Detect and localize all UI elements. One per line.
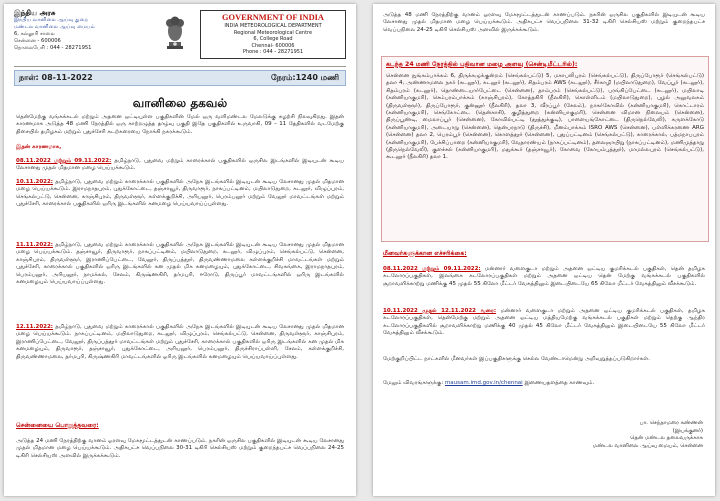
warning-text: மன்னார் வளைகுடா மற்றும் அதனை ஒட்டிய குமரிக்கடல் பகுதிகள், தென் தமிழக கடலோரப்பகுதிகள், இலங்கை கடலோரப்பகுதிகள் மற்றும் அதனை ஒட்டிய தென் மேற்கு வங்கக்கடல் பகுதிகளில் சூறாவளிக்காற்று மணிக்கு 45 முதல் 55 கிலோ மீட்டர் வேகத்திலும் இடையிடையே 65 கிலோ மீட்டர் வேகத்திலும் வீசக்கூடும். [383,266,706,287]
cause-line: இதன் காரணமாக, [16,144,62,150]
header-left-line: இந்திய அரசு [14,9,56,17]
header-right-line: Regional Meteorological Centre [233,29,313,36]
letterhead [14,10,346,67]
header-left-line: சென்னை - 600006 [14,38,61,44]
issue-time: நேரம்:1240 மணி [271,73,339,82]
website-link[interactable]: mausam.imd.gov.in/chennai [444,380,523,386]
fishermen-warning-heading: மீனவர்களுக்கான எச்சரிக்கை: [383,250,467,257]
header-left-line: தொலைபேசி : 044 - 28271951 [14,45,92,51]
date-time-bar [14,70,346,86]
warning-text: மன்னார் வளைகுடா மற்றும் அதனை ஒட்டிய குமரிக்கடல் பகுதிகள், தமிழக கடலோரப்பகுதிகள், தென்மேற்கு மற்றும் அதனை ஒட்டிய மத்தியமேற்கு வங்கக்கடல் பகுதிகள் மற்றும் தெற்கு ஆந்திர கடலோரப்பகுதிகளில் சூறாவளிக்காற்று மணிக்கு 40 முதல் 45 கிலோ மீட்டர் வேகத்திலும் இடையிடையே 55 கிலோ மீட்டர் வேகத்திலும் வீசக்கூடும். [383,308,705,337]
issue-date: நாள்: 08-11-2022 [19,73,93,82]
chennai-paragraph: அடுத்த 24 மணி நேரத்திற்கு வானம் ஓரளவு மேகமூட்டத்துடன் காணப்படும். நகரின் ஒருசில பகுதிகளில் இடியுடன் கூடிய லேசானது முதல் மிதமான மழை பெய்யக்கூடும். அதிகபட்ச வெப்பநிலை 30-31 டிகிரி செல்சியஸ் மற்றும் குறைந்தபட்ச வெப்பநிலை 24-25 டிகிரி செல்சியஸ் அளவில் இருக்கக்கூடும். [16,438,344,459]
fishermen-warning-item [383,266,705,288]
forecast-date: 12.11.2022: [16,324,53,330]
header-right-line: 6, College Road [253,36,293,43]
chennai-48h-paragraph: அடுத்த 48 மணி நேரத்திற்கு வானம் ஓரளவு மேகமூட்டத்துடன் காணப்படும். நகரின் ஒருசில பகுதிகளில் இடியுடன் கூடிய லேசானது முதல் மிதமான மழை பெய்யக்கூடும். அதிகபட்ச வெப்பநிலை 31-32 டிகிரி செல்சியஸ் மற்றும் குறைந்தபட்ச வெப்பநிலை 24-25 டிகிரி செல்சியஸ் அளவில் இருக்கக்கூடும். [383,12,705,33]
chennai-heading: சென்னையை பொறுத்தவரை: [16,422,99,429]
document-page-2 [373,4,715,496]
signatory-title: (இயக்குனர்) [672,427,703,434]
forecast-date: 10.11.2022: [16,179,53,185]
forecast-date: 11.11.2022: [16,242,53,248]
forecast-text: தமிழ்நாடு, புதுவை மற்றும் காரைக்கால் பகுதிகளில் அநேக இடங்களில் இடியுடன் கூடிய லேசானது முதல் மிதமான மழை பெய்யக்கூடும். தஞ்சாவூர், திருவாரூர், நாகப்பட்டினம், மயிலாடுதுறை, கடலூர், விழுப்புரம், செங்கல்பட்டு, சென்னை, காஞ்சிபுரம், திருவள்ளூர், இராணிப்பேட்டை, வேலூர், திருப்பத்தூர், திருவண்ணாமலை கள்ளக்குறிச்சி மாவட்டங்கள் மற்றும் புதுச்சேரி, காரைக்கால் பகுதிகளில் ஒரிரு இடங்களில் கன முதல் மிக கனமழையும், புதுக்கோட்டை, சிவகங்கை, இராமநாதபுரம், பெரம்பலூர், அரியலூர், நாமக்கல், சேலம், கிருஷ்ணகிரி, தர்மபுரி, ஈரோடு, திருப்பூர் மாவட்டங்களில் ஒரிரு இடங்களில் கனமழையும் பெய்யவாய்ப்புள்ளது. [16,242,344,286]
rainfall-heading: கடந்த 24 மணி நேரத்தில் பதிவான மழை அளவு (சென்டிமீட்டரில்): [386,61,578,68]
forecast-text: தமிழ்நாடு, புதுவை மற்றும் காரைக்கால் பகுதிகளில் அநேக இடங்களில் இடியுடன் கூடிய லேசானது முதல் மிதமான மழை பெய்யக்கூடும். இராமநாதபுரம், புதுக்கோட்டை, தஞ்சாவூர், திருவாரூர், நாகப்பட்டினம், மயிலாடுதுறை, கடலூர், விழுப்புரம், செங்கல்பட்டு, சென்னை, காஞ்சிபுரம், திருவள்ளூர், கள்ளக்குறிச்சி, அரியலூர், பெரம்பலூர் மற்றும் வேலூர் மாவட்டங்கள் மற்றும் புதுச்சேரி, காரைக்கால் பகுதிகளில் ஒரிரு இடங்களில் கனமழை பெய்யவாய்ப்புள்ளது. [16,179,344,208]
more-info-line [383,380,705,387]
fishermen-warning-item [383,308,705,338]
rainfall-paragraph: சென்னை நுங்கம்பாக்கம் 6, திருக்கழுக்குன்றம் (செங்கல்பட்டு) 5, மகாபலிபுரம் (செங்கல்பட்டு), திருப்போரூர் (செங்கல்பட்டு) தலா 4, அண்ணாமலை நகர் (கடலூர்), கடலூர் (கடலூர்), சிதம்பரம் AWS (கடலூர்), சீர்காழி (மயிலாடுதுறை), வேப்பூர் (கடலூர்), சிதம்பரம் (கடலூர்), தொண்டையார்பேட்டை (சென்னை), தாம்பரம் (செங்கல்பட்டு), பரங்கிப்பேட்டை (கடலூர்), மயிலாடி (கன்னியாகுமரி), செம்பரம்பாக்கம் (காஞ்சிபுரம்), கோத்தகிரி (நீலகிரி), கொள்ளிடம் (மயிலாடுதுறை), புழல் அலுவலகம் (திருவள்ளூர்), திருப்போரூர், குன்னூர் (நீலகிரி), தலா 3, வீரப்பூர் (சேலம்), நாகர்கோவில் (கன்னியாகுமரி), கொட்டாரம் (கன்னியாகுமரி), செங்கோட்டை (தென்காசி), குழித்துறை (கன்னியாகுமரி), சென்னை விமான நிலையம் (சென்னை), திருப்பூண்டி, மைலாப்பூர் (சென்னை), கோவில்பட்டி (தூத்துக்குடி), பாளையங்கோட்டை (திருநெல்வேலி), சுருளக்கோடு (கன்னியாகுமரி), அடையாறு (சென்னை), தென்பரநாடு (திருச்சி), மீனம்பாக்கம் ISRO AWS (சென்னை), பள்ளிக்கரணை ARG (சென்னை) தலா 2, பெரம்பூர் (சென்னை), கொளத்தூர் (சென்னை), புதுப்பட்டினம் (செங்கல்பட்டு), காரைக்கால், பத்மநாபபுரம் (கன்னியாகுமரி), பேச்சிப்பாறை (கன்னியாகுமரி), வேதாரண்யம் (நாகப்பட்டினம்), தலைஞாயிறு (நாகப்பட்டினம்), மணிமுத்தாறு (திருநெல்வேலி), குளச்சல் (கன்னியாகுமரி), மதுக்கூர் (தஞ்சாவூர்), கோவை (கோயம்புத்தூர்), மாமல்லபுரம் (செங்கல்பட்டு), கூடலூர் (நீலகிரி) தலா 1. [386,73,704,161]
rainfall-box [381,56,709,242]
header-left-line: இந்திய வானிலை ஆய்வு துறை [14,17,89,23]
letterhead-tamil [14,10,154,52]
gov-title: GOVERNMENT OF INDIA [222,13,324,22]
more-info-prefix: மேலும் விவரங்களுக்கு: [383,380,445,386]
more-info-suffix: இணையதளத்தை காணவும். [522,380,595,386]
header-right-line: Phone : 044 - 28271951 [242,49,304,56]
warning-date: 08.11.2022 மற்றும் 09.11.2022: [383,266,481,272]
forecast-text: தமிழ்நாடு, புதுவை மற்றும் காரைக்கால் பகுதிகளில் அநேக இடங்களில் இடியுடன் கூடிய லேசானது முதல் மிதமான மழை பெய்யக்கூடும். நாகப்பட்டினம், மயிலாடுதுறை, கடலூர், விழுப்புரம், செங்கல்பட்டு, சென்னை, திருவள்ளூர், காஞ்சிபுரம், இராணிப்பேட்டை, வேலூர், திருப்பத்தூர் மாவட்டங்கள் மற்றும் புதுச்சேரி, காரைக்கால் பகுதிகளில் ஒரிரு இடங்களில் கன முதல் மிக கனமழையும், திருவாரூர், தஞ்சாவூர், புதுக்கோட்டை, அரியலூர், பெரம்பலூர், திருச்சிராப்பள்ளி, சேலம், கள்ளக்குறிச்சி, திருவண்ணாமலை, தர்மபுரி, கிருஷ்ணகிரி மாவட்டங்களில் ஓரிரு இடங்களில் கனமழையும் பெய்யவாய்ப்புள்ளது. [16,324,344,360]
forecast-text: தமிழ்நாடு, புதுவை மற்றும் காரைக்கால் பகுதிகளில் ஒருசில இடங்களில் இடியுடன் கூடிய லேசானது முதல் மிதமான மழை பெய்யக்கூடும். [16,158,345,172]
header-left-line: மண்டல வானிலை ஆய்வு மையம் [14,24,95,30]
header-left-line: 6, கல்லூரி சாலை [14,31,55,37]
forecast-item [16,324,344,361]
forecast-item [16,158,344,173]
signature-block [503,420,703,450]
header-right-line: Chennai- 600006 [251,42,295,49]
header-right-line: INDIA METEOROLOGICAL DEPARTMENT [224,23,322,29]
national-emblem-icon [162,14,188,52]
forecast-item [16,242,344,286]
forecast-item [16,179,344,209]
letterhead-english [200,10,346,59]
forecast-date: 08.11.2022 மற்றும் 09.11.2022: [16,158,112,164]
document-page-1 [4,4,356,496]
signatory-role: தென் மண்டல தலைவருக்காக [630,435,703,442]
page-title: வானிலை தகவல் [132,96,228,110]
signatory-office: மண்டல வானிலை ஆய்வு மையம், சென்னை [592,442,703,449]
warning-date: 10.11.2022 முதல் 12.11.2022 வரை: [383,308,497,314]
intro-paragraph: தென்மேற்கு வங்கக்கடல் மற்றும் அதனை ஒட்டியுள்ள பகுதிகளின் மேல் ஒரு வளிமண்டல மேலடுக்கு சுழற்சி நிலவுகிறது. இதன் காரணமாக அடுத்த 48 மணி நேரத்தில் ஒரு காற்றழுத்த தாழ்வு பகுதி இதே பகுதிகளில் உருவாகி, 09 – 11 தேதிகளில் வடமேற்கு திசையில் தமிழகம் மற்றும் புதுச்சேரி கடற்கரையை நோக்கி நகரக்கூடும். [16,114,344,135]
signatory-name: பா. செந்தாமரை கண்ணன் [639,420,703,426]
fishermen-advisory: மேற்குறிப்பிட்ட நாட்களில் மீனவர்கள் இப்பகுதிகளுக்கு செல்ல வேண்டாமென்று அறிவுறுத்தப்படுகிறார்கள். [383,356,650,362]
